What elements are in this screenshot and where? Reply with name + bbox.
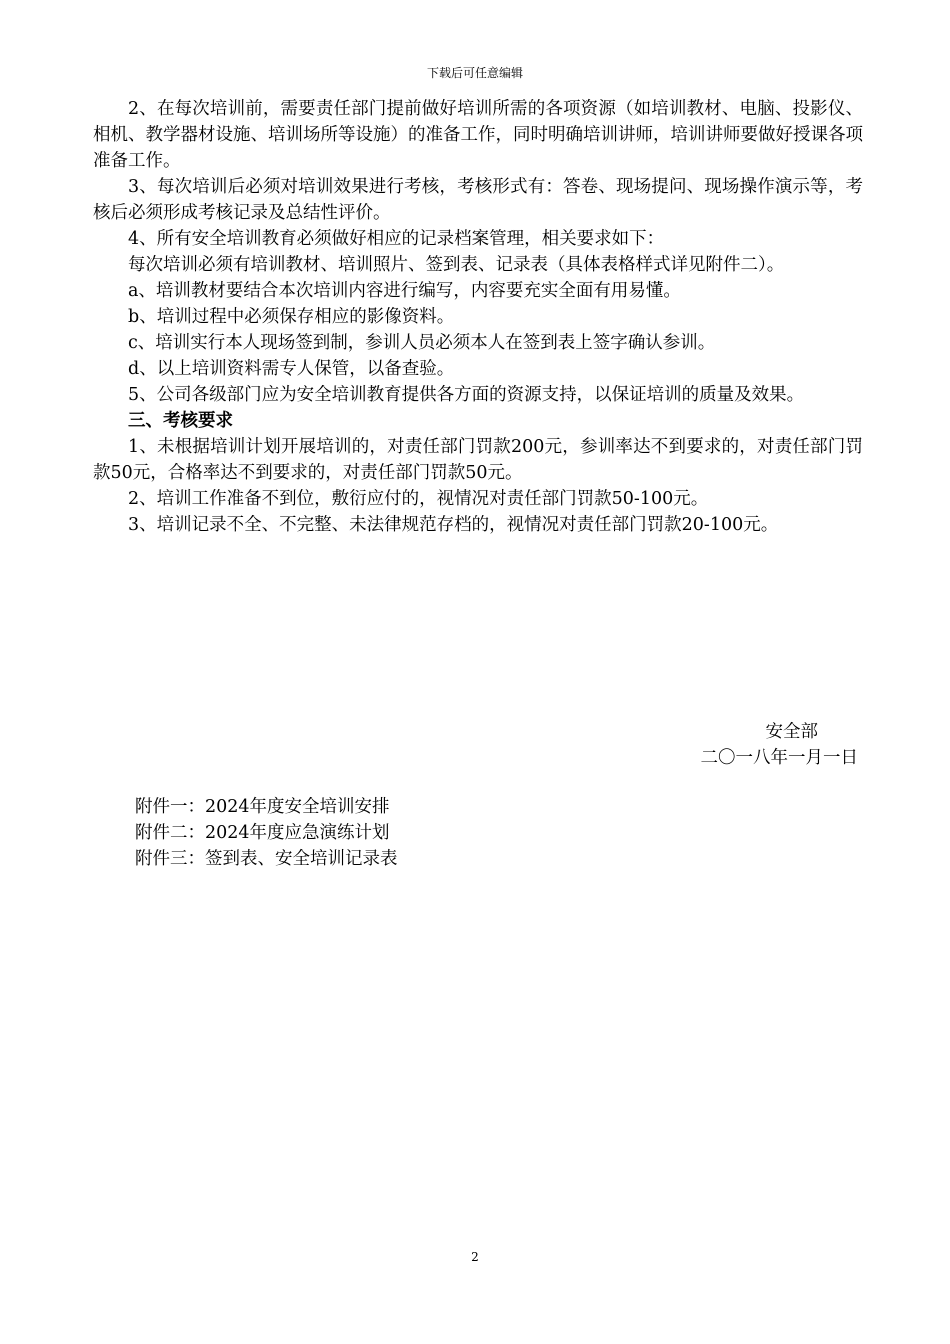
page-number: 2 (471, 1250, 479, 1264)
assessment-item-3: 3、培训记录不全、不完整、未法律规范存档的，视情况对责任部门罚款20-100元。 (128, 515, 779, 535)
signature-date: 二〇一八年一月一日 (700, 748, 858, 768)
attachment-item: 附件三：签到表、安全培训记录表 (135, 849, 398, 869)
paragraph-sub-d: d、以上培训资料需专人保管，以备查验。 (128, 359, 455, 379)
paragraph-sub-b: b、培训过程中必须保存相应的影像资料。 (128, 307, 455, 327)
paragraph-item-3: 3、每次培训后必须对培训效果进行考核，考核形式有：答卷、现场提问、现场操作演示等，考核后必须形成考核记录及总结性评价。 (93, 177, 863, 223)
assessment-item-1: 1、未根据培训计划开展培训的，对责任部门罚款200元，参训率达不到要求的，对责任部门罚款50元，合格率达不到要求的，对责任部门罚款50元。 (93, 437, 863, 483)
paragraph-records: 每次培训必须有培训教材、培训照片、签到表、记录表（具体表格样式详见附件二）。 (128, 255, 785, 275)
assessment-item-2: 2、培训工作准备不到位，敷衍应付的，视情况对责任部门罚款50-100元。 (128, 489, 709, 509)
paragraph-item-2: 2、在每次培训前，需要责任部门提前做好培训所需的各项资源（如培训教材、电脑、投影仪、相机、教学器材设施、培训场所等设施）的准备工作，同时明确培训讲师，培训讲师要做好授课各项准备工作。 (93, 99, 863, 171)
attachment-list (135, 794, 398, 872)
paragraph-sub-c: c、培训实行本人现场签到制，参训人员必须本人在签到表上签字确认参训。 (128, 333, 716, 353)
section-heading: 三、考核要求 (128, 411, 233, 431)
paragraph-sub-a: a、培训教材要结合本次培训内容进行编写，内容要充实全面有用易懂。 (128, 281, 681, 301)
signature-block (701, 719, 859, 771)
attachment-item: 附件二：2024年度应急演练计划 (135, 823, 390, 843)
attachment-item: 附件一：2024年度安全培训安排 (135, 797, 390, 817)
signature-department: 安全部 (765, 722, 818, 742)
paragraph-item-5: 5、公司各级部门应为安全培训教育提供各方面的资源支持，以保证培训的质量及效果。 (128, 385, 805, 405)
page-header: 下载后可任意编辑 (426, 66, 523, 80)
document-body (93, 96, 863, 538)
paragraph-item-4: 4、所有安全培训教育必须做好相应的记录档案管理，相关要求如下： (128, 229, 665, 249)
